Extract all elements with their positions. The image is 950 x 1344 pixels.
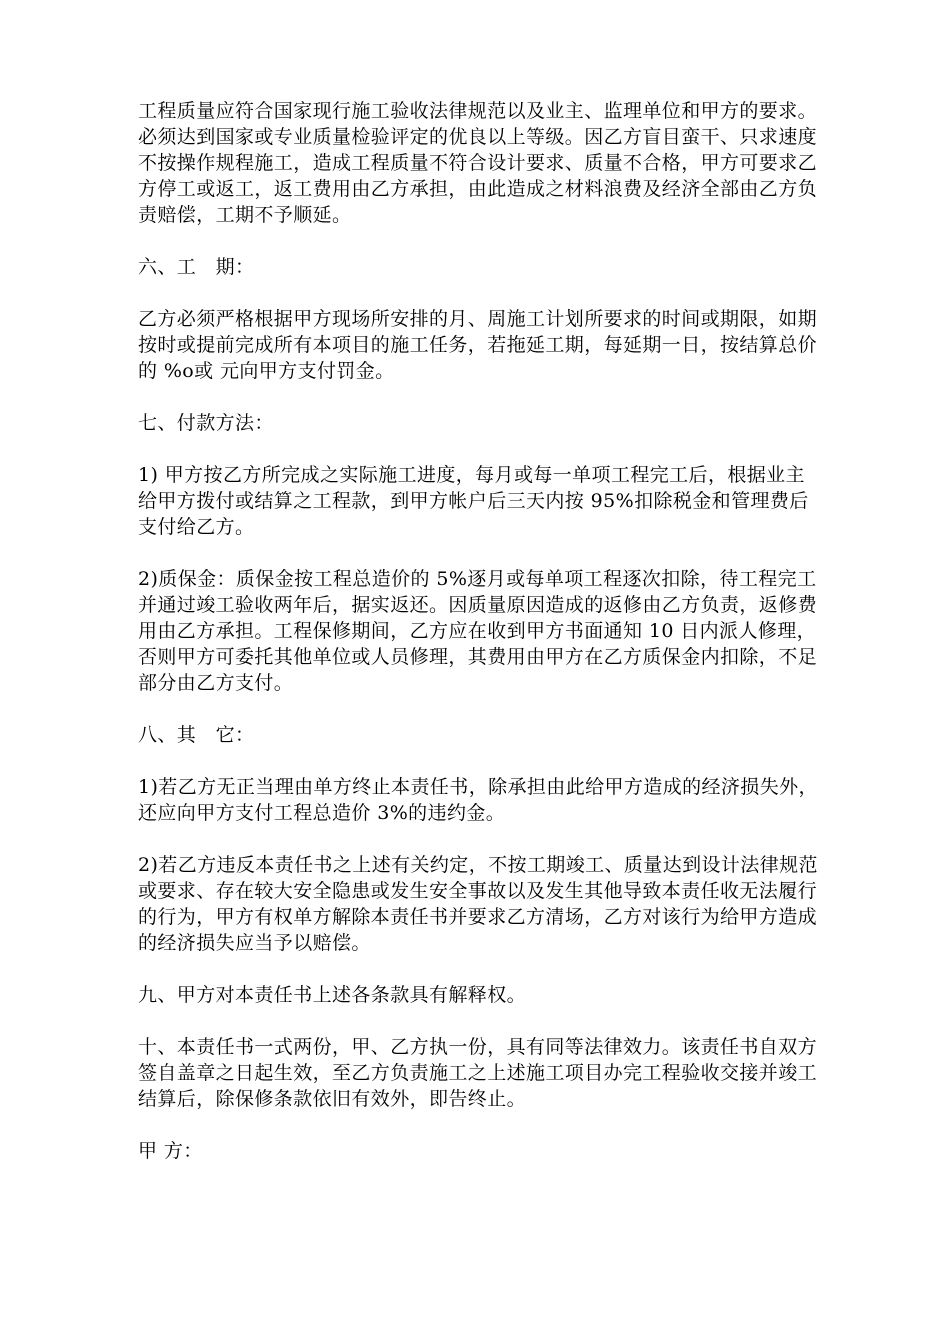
heading-construction-period: 六、工 期： (138, 256, 255, 278)
paragraph-payment-2: 2)质保金：质保金按工程总造价的 5%逐月或每单项工程逐次扣除，待工程完工并通过竣工验收两年后，据实返还。因质量原因造成的返修由乙方负责，返修费用由乙方承担。工程保修期间，乙方应在收到甲方书面通知 10 日内派人修理，否则甲方可委托其他单位或人员修理，其费用由甲方在乙方质保金内扣除，不足部分由乙方支付。 (138, 568, 818, 694)
heading-other: 八、其 它： (138, 724, 255, 746)
paragraph-quality-requirements: 工程质量应符合国家现行施工验收法律规范以及业主、监理单位和甲方的要求。必须达到国家或专业质量检验评定的优良以上等级。因乙方盲目蛮干、只求速度不按操作规程施工，造成工程质量不符合设计要求、质量不合格，甲方可要求乙方停工或返工，返工费用由乙方承担，由此造成之材料浪费及经济全部由乙方负责赔偿，工期不予顺延。 (138, 100, 818, 226)
paragraph-construction-period: 乙方必须严格根据甲方现场所安排的月、周施工计划所要求的时间或期限，如期按时或提前完成所有本项目的施工任务，若拖延工期，每延期一日，按结算总价的 %o或 元向甲方支付罚金。 (138, 308, 818, 382)
paragraph-interpretation-right: 九、甲方对本责任书上述各条款具有解释权。 (138, 984, 527, 1006)
paragraph-copies-validity: 十、本责任书一式两份，甲、乙方执一份，具有同等法律效力。该责任书自双方签自盖章之日起生效，至乙方负责施工之上述施工项目办完工程验收交接并竣工结算后，除保修条款依旧有效外，即告终止。 (138, 1036, 818, 1110)
paragraph-payment-1: 1) 甲方按乙方所完成之实际施工进度，每月或每一单项工程完工后，根据业主给甲方拨付或结算之工程款，到甲方帐户后三天内按 95%扣除税金和管理费后支付给乙方。 (138, 464, 809, 538)
heading-payment-method: 七、付款方法： (138, 412, 274, 434)
party-a-signature-label: 甲 方： (138, 1140, 203, 1162)
paragraph-other-1: 1)若乙方无正当理由单方终止本责任书，除承担由此给甲方造成的经济损失外，还应向甲方支付工程总造价 3%的违约金。 (138, 776, 818, 824)
document-page (138, 98, 818, 1164)
paragraph-other-2: 2)若乙方违反本责任书之上述有关约定，不按工期竣工、质量达到设计法律规范或要求、存在较大安全隐患或发生安全事故以及发生其他导致本责任收无法履行的行为，甲方有权单方解除本责任书并要求乙方清场，乙方对该行为给甲方造成的经济损失应当予以赔偿。 (138, 854, 818, 954)
